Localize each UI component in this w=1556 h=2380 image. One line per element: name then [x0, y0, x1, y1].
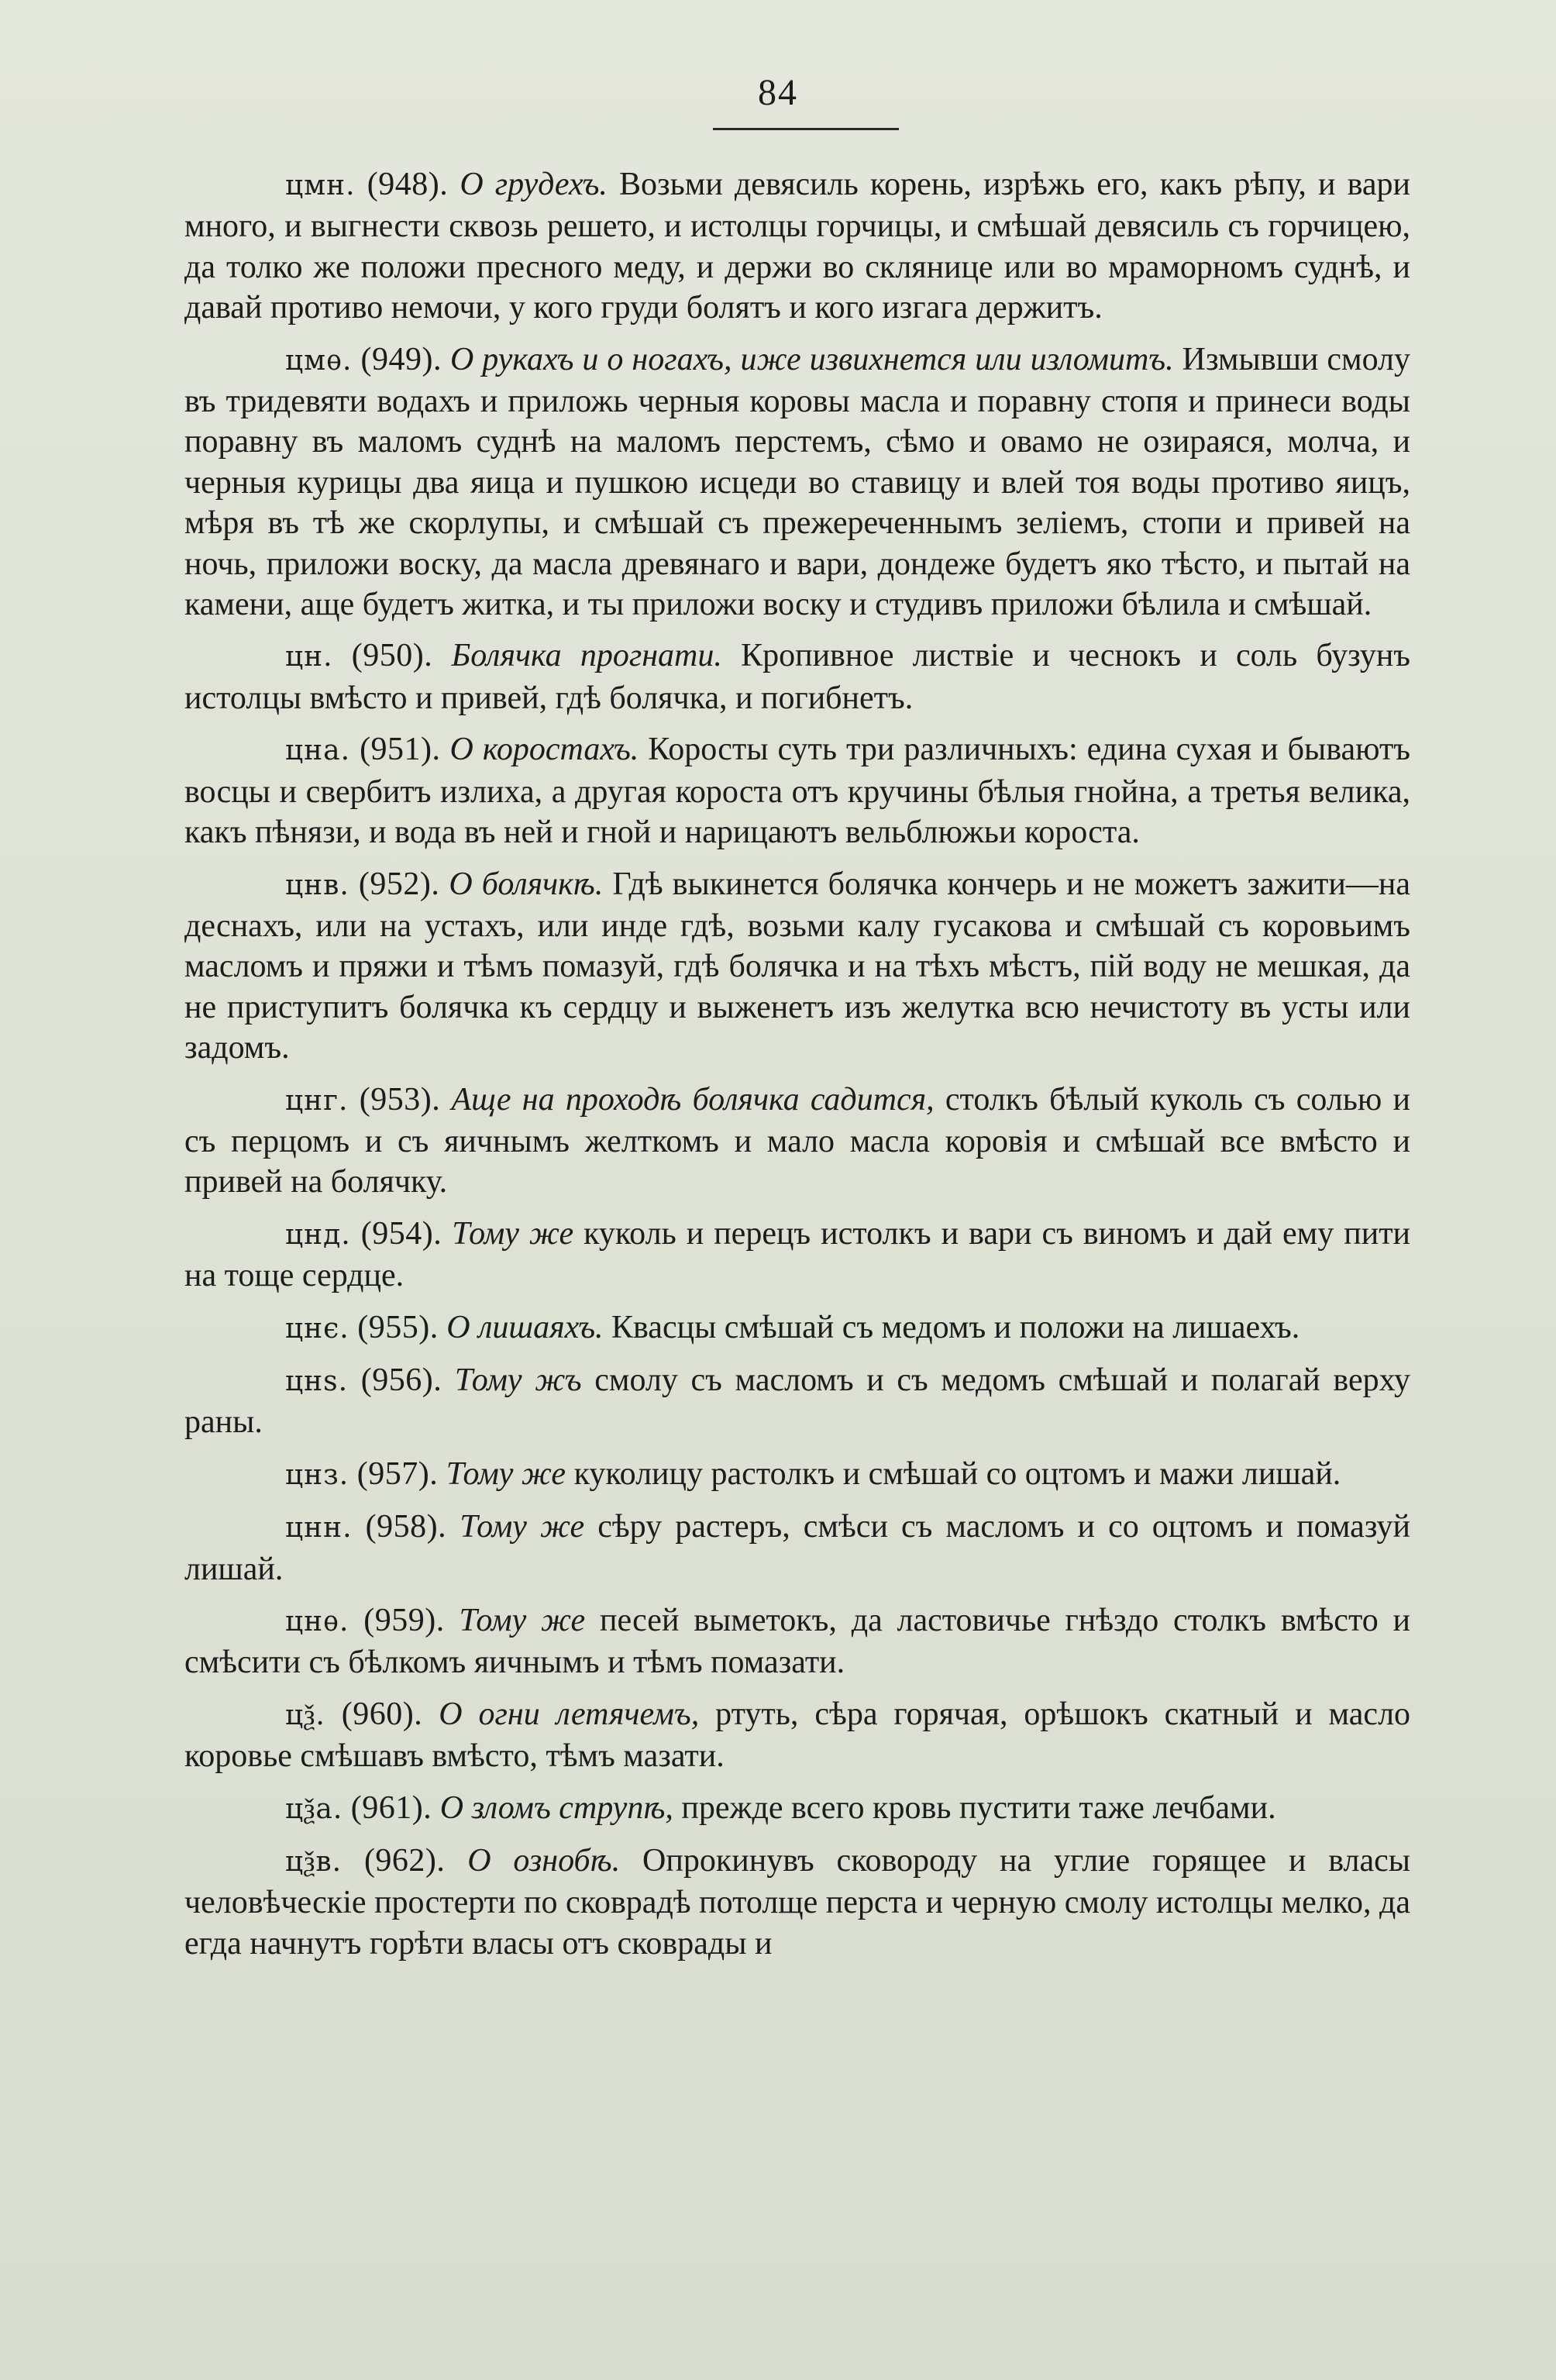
entry-958	[184, 1507, 1410, 1590]
entry-title: Тому же	[446, 1455, 566, 1492]
entry-title: О грудехъ.	[460, 167, 608, 202]
entry-955	[184, 1307, 1410, 1349]
page-text	[184, 164, 1410, 1975]
entry-number: цѯ.	[285, 1699, 325, 1731]
entry-ref: (960).	[341, 1696, 423, 1732]
entry-number: цѯв.	[285, 1846, 343, 1879]
entry-text: Кропивное листвіе и чеснокъ и соль бузунъ истолцы вмѣсто и привей, гдѣ болячка, и погибнетъ.	[184, 638, 1411, 716]
entry-ref: (959).	[363, 1603, 445, 1638]
entry-949	[184, 339, 1410, 625]
entry-number: цѯа.	[285, 1793, 343, 1825]
entry-ref: (962).	[363, 1843, 446, 1879]
entry-952	[184, 864, 1410, 1069]
entry-951	[184, 729, 1410, 852]
entry-title: О огни летячемъ,	[439, 1696, 700, 1732]
entry-954	[184, 1214, 1410, 1297]
page-number: 84	[758, 72, 798, 113]
entry-title: Тому же	[459, 1603, 586, 1638]
entry-text: Гдѣ выкинется болячка кончерь и не можетъ зажити—на деснахъ, или на устахъ, или инде гдѣ, возьми калу гусакова и смѣшай съ коровьимъ масломъ и пряжи и тѣмъ помазуй, гдѣ болячка и на тѣхъ мѣстъ, пій воду не мешкая, да не приступитъ болячка къ сердцу и выженетъ изъ желутка всю нечистоту въ усты или задомъ.	[184, 866, 1411, 1066]
entry-text: песей выметокъ, да ластовичье гнѣздо столкъ вмѣсто и смѣсити съ бѣлкомъ яичнымъ и тѣмъ помазати.	[184, 1603, 1411, 1681]
entry-title: Болячка прогнати.	[451, 638, 722, 674]
entry-960	[184, 1694, 1410, 1777]
entry-title: Аще на проходѣ болячка садится,	[451, 1081, 935, 1118]
entry-text: Опрокинувъ сковороду на углие горящее и власы человѣческіе простерти по сковрадѣ потолще перста и черную смолу истолцы мелко, да егда начнутъ горѣти власы отъ сковрады и	[184, 1843, 1411, 1962]
entry-text: куколь и перецъ истолкъ и вари съ виномъ и дай ему пити на тоще сердце.	[184, 1215, 1411, 1294]
entry-text: смолу съ масломъ и съ медомъ смѣшай и полагай верху раны.	[184, 1362, 1411, 1441]
page-number-rule	[713, 128, 899, 130]
entry-950	[184, 635, 1410, 718]
entry-number: цн.	[285, 641, 333, 673]
entry-ref: (958).	[365, 1509, 447, 1545]
entry-number: цнн.	[285, 1512, 353, 1545]
entry-number: цмѳ.	[285, 344, 353, 377]
entry-ref: (955).	[357, 1309, 439, 1345]
entry-number: цнѕ.	[285, 1365, 349, 1397]
entry-ref: (948).	[367, 167, 449, 202]
entry-ref: (950).	[351, 638, 433, 674]
entry-948	[184, 164, 1410, 329]
entry-title: О рукахъ и о ногахъ, иже извихнется или изломитъ.	[449, 341, 1174, 377]
entry-title: Тому жъ	[454, 1362, 582, 1398]
entry-961	[184, 1788, 1410, 1830]
entry-number: цнд.	[285, 1218, 351, 1251]
entry-ref: (951).	[360, 732, 441, 768]
entry-ref: (957).	[356, 1455, 439, 1492]
entry-957	[184, 1454, 1410, 1496]
entry-text: столкъ бѣлый куколь съ солью и съ перцомъ и съ яичнымъ желткомъ и мало масла коровія и смѣшай все вмѣсто и привей на болячку.	[184, 1081, 1411, 1200]
entry-text: ртуть, сѣра горячая, орѣшокъ скатный и масло коровье смѣшавъ вмѣсто, тѣмъ мазати.	[184, 1696, 1411, 1775]
entry-text: Коросты суть три различныхъ: едина сухая и бываютъ восцы и свербитъ излиха, а другая короста отъ кручины бѣлыя гнойна, а третья велика, какъ пѣнязи, и вода въ ней и гной и нарицаютъ вельблюжьи короста.	[184, 732, 1411, 851]
entry-ref: (961).	[350, 1789, 432, 1826]
entry-title: Тому же	[452, 1215, 574, 1252]
entry-959	[184, 1600, 1410, 1683]
entry-number: цмн.	[285, 170, 356, 201]
entry-number: цнг.	[285, 1084, 349, 1117]
entry-title: О зломъ струпѣ,	[439, 1789, 673, 1826]
entry-ref: (954).	[360, 1215, 442, 1252]
entry-text: Измывши смолу въ тридевяти водахъ и приложь черныя коровы масла и поравну стопя и принеси воды поравну въ маломъ суднѣ на маломъ перстемъ, сѣмо и овамо не озираяся, молча, и черныя курицы два яица и пушкою исцеди во ставицу и влей тоя воды противо яицъ, мѣря въ тѣ же скорлупы, и смѣшай съ прежереченнымъ зеліемъ, стопи и привей на ночь, приложи воску, да масла древянаго и вари, дондеже будетъ яко тѣсто, и пытай на камени, аще будетъ житка, и ты приложи воску и студивъ приложи бѣлила и смѣшай.	[184, 341, 1411, 623]
entry-number: цнв.	[285, 869, 349, 901]
entry-text: сѣру растеръ, смѣси съ масломъ и со оцтомъ и помазуй лишай.	[184, 1509, 1410, 1587]
entry-953	[184, 1080, 1410, 1203]
entry-title: О болячкѣ.	[449, 866, 604, 902]
entry-text: куколицу растолкъ и смѣшай со оцтомъ и мажи лишай.	[573, 1455, 1341, 1492]
entry-text: Возьми девясиль корень, изрѣжь его, какъ рѣпу, и вари много, и выгнести сквозь решето, и истолцы горчицы, и смѣшай девясиль съ горчицею, да толко же положи пресного меду, и держи во склянице или во мраморномъ суднѣ, и давай противо немочи, у кого груди болятъ и кого изгага держитъ.	[184, 167, 1411, 326]
entry-962	[184, 1841, 1410, 1964]
entry-ref: (956).	[360, 1362, 442, 1398]
entry-text: Квасцы смѣшай съ медомъ и положи на лишаехъ.	[611, 1309, 1300, 1345]
entry-number: цнз.	[285, 1459, 349, 1491]
entry-title: О ознобѣ.	[467, 1843, 621, 1879]
entry-title: Тому же	[460, 1509, 585, 1545]
entry-956	[184, 1360, 1410, 1443]
entry-text: прежде всего кровь пустити таже лечбами.	[681, 1789, 1276, 1826]
entry-title: О коростахъ.	[449, 732, 639, 768]
entry-title: О лишаяхъ.	[446, 1309, 604, 1345]
entry-ref: (952).	[358, 866, 440, 902]
entry-ref: (953).	[359, 1081, 441, 1118]
entry-number: цнє.	[285, 1312, 349, 1345]
entry-ref: (949).	[360, 341, 442, 377]
entry-number: цна.	[285, 735, 351, 767]
entry-number: цнѳ.	[285, 1606, 349, 1638]
